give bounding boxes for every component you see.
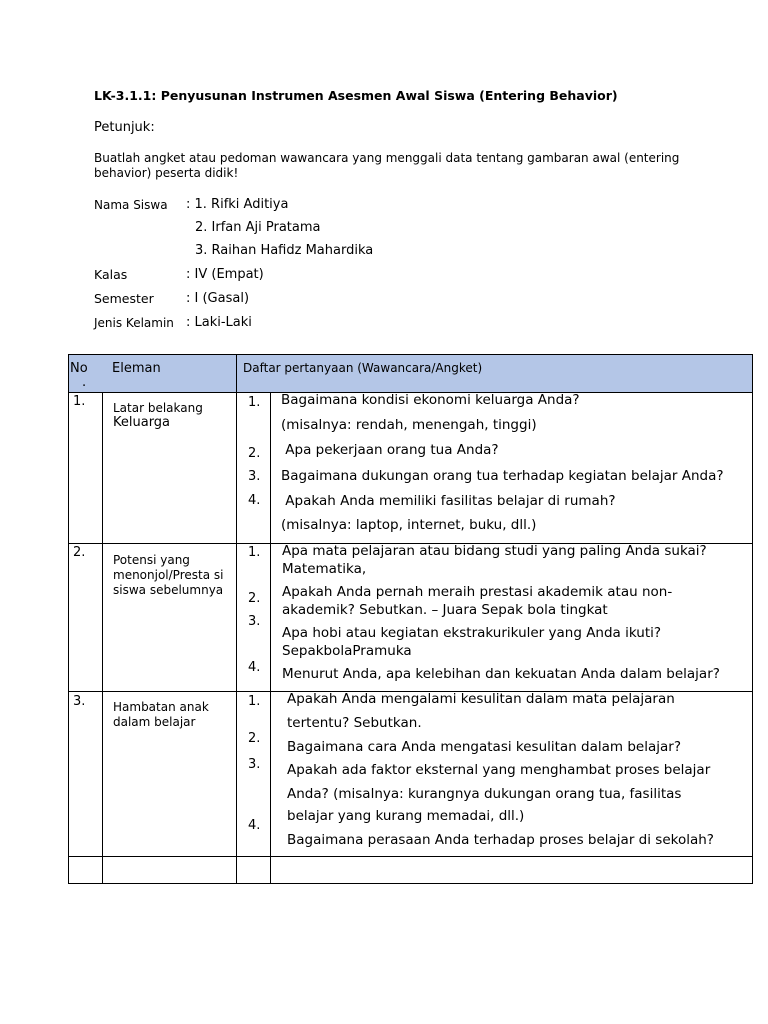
nama-1: : 1. Rifki Aditiya — [186, 197, 289, 212]
kelas-label: Kalas — [94, 267, 128, 282]
question-text: Bagaimana cara Anda mengatasi kesulitan dalam belajar? — [287, 739, 681, 755]
question-number: 1. — [248, 694, 261, 709]
jenis-kelamin-value: : Laki-Laki — [186, 315, 252, 330]
header-no: No — [70, 361, 88, 376]
question-text: Apa hobi atau kegiatan ekstrakurikuler yang Anda ikuti? — [282, 625, 662, 641]
question-text: Anda? (misalnya: kurangnya dukungan orang tua, fasilitas — [287, 786, 682, 802]
question-text: Apakah Anda pernah meraih prestasi akademik atau non- — [282, 584, 673, 600]
kelas-value: : IV (Empat) — [186, 267, 264, 282]
question-text: Menurut Anda, apa kelebihan dan kekuatan Anda dalam belajar? — [282, 666, 720, 682]
question-text: Bagaimana perasaan Anda terhadap proses belajar di sekolah? — [287, 832, 714, 848]
question-number: 2. — [248, 731, 261, 746]
nama-2: 2. Irfan Aji Pratama — [195, 220, 321, 235]
header-elemen: Eleman — [112, 361, 161, 376]
row-number: 1. — [73, 394, 86, 409]
table-border — [752, 354, 753, 884]
row-number: 3. — [73, 694, 86, 709]
question-number: 3. — [248, 757, 261, 772]
semester-label: Semester — [94, 291, 154, 306]
question-number: 3. — [248, 614, 261, 629]
table-border — [102, 392, 103, 884]
question-text: Matematika, — [282, 561, 367, 577]
question-text: Apakah Anda memiliki fasilitas belajar di rumah? — [281, 493, 616, 509]
nama-label: Nama Siswa — [94, 198, 168, 212]
row-elemen: Keluarga — [113, 415, 171, 430]
table-border — [68, 354, 753, 355]
question-text: belajar yang kurang memadai, dll.) — [287, 808, 525, 824]
question-text: Bagaimana kondisi ekonomi keluarga Anda? — [281, 392, 580, 408]
question-number: 2. — [248, 591, 261, 606]
table-border — [68, 354, 69, 884]
question-text: tertentu? Sebutkan. — [287, 715, 422, 731]
question-number: 1. — [248, 395, 261, 410]
question-text: SepakbolaPramuka — [282, 643, 412, 659]
question-number: 2. — [248, 446, 261, 461]
question-number: 1. — [248, 545, 261, 560]
question-number: 4. — [248, 818, 261, 833]
question-text: Apakah ada faktor eksternal yang menghambat proses belajar — [287, 762, 711, 778]
document-title: LK-3.1.1: Penyusunan Instrumen Asesmen Awal Siswa (Entering Behavior) — [94, 88, 618, 103]
table-border — [68, 883, 753, 884]
question-text: akademik? Sebutkan. – Juara Sepak bola tingkat — [282, 602, 608, 618]
question-text: Bagaimana dukungan orang tua terhadap kegiatan belajar Anda? — [281, 468, 724, 484]
row-elemen: Hambatan anak dalam belajar — [113, 700, 209, 729]
question-text: Apa mata pelajaran atau bidang studi yang paling Anda sukai? — [282, 543, 707, 559]
question-text: (misalnya: rendah, menengah, tinggi) — [281, 417, 537, 433]
table-border — [68, 856, 753, 857]
row-number: 2. — [73, 545, 86, 560]
semester-value: : I (Gasal) — [186, 291, 250, 306]
header-no-dot: . — [82, 375, 87, 390]
question-number: 3. — [248, 469, 261, 484]
table-border — [236, 354, 237, 884]
row-elemen: Latar belakang — [113, 401, 203, 415]
table-border — [270, 392, 271, 884]
question-number: 4. — [248, 660, 261, 675]
jenis-kelamin-label: Jenis Kelamin — [94, 316, 174, 330]
row-elemen: Potensi yang menonjol/Presta si siswa sebelumnya — [113, 553, 224, 597]
instruction-text: Buatlah angket atau pedoman wawancara yang menggali data tentang gambaran awal (entering behavior) peserta didik! — [94, 151, 680, 180]
petunjuk-label: Petunjuk: — [94, 120, 155, 135]
question-number: 4. — [248, 493, 261, 508]
nama-3: 3. Raihan Hafidz Mahardika — [195, 243, 374, 258]
question-text: Apa pekerjaan orang tua Anda? — [281, 442, 499, 458]
question-text: (misalnya: laptop, internet, buku, dll.) — [281, 517, 537, 533]
question-text: Apakah Anda mengalami kesulitan dalam mata pelajaran — [287, 691, 675, 707]
header-daftar-pertanyaan: Daftar pertanyaan (Wawancara/Angket) — [243, 361, 483, 375]
